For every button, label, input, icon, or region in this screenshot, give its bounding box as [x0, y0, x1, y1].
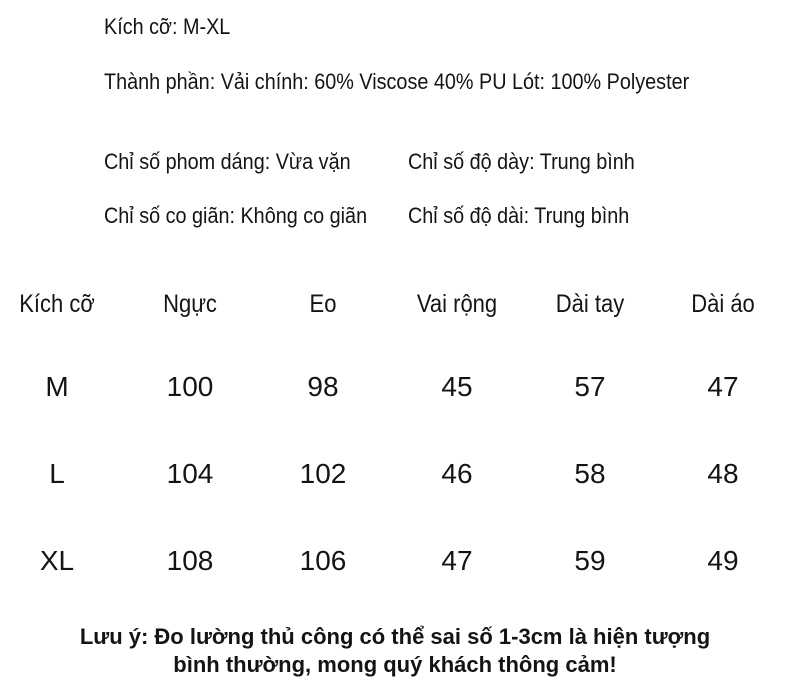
note-line-2: bình thường, mong quý khách thông cảm! [173, 652, 617, 677]
fit-index-text: Chỉ số phom dáng: Vừa vặn [104, 149, 351, 174]
header-chest: Ngực [163, 290, 217, 318]
table-cell: 57 [574, 371, 606, 402]
stretch-index-text: Chỉ số co giãn: Không co giãn [104, 203, 368, 228]
table-cell: 59 [574, 545, 606, 576]
table-cell: 48 [707, 458, 739, 489]
table-cell: 104 [166, 458, 214, 489]
table-cell: M [45, 371, 69, 402]
table-cell: 58 [574, 458, 606, 489]
table-cell: 108 [166, 545, 214, 576]
thickness-index-text: Chỉ số độ dày: Trung bình [408, 149, 635, 174]
table-cell: 106 [299, 545, 347, 576]
header-length: Dài áo [691, 290, 755, 318]
table-cell: 49 [707, 545, 739, 576]
table-cell: L [49, 458, 65, 489]
table-cell: 46 [441, 458, 473, 489]
table-cell: 47 [707, 371, 739, 402]
table-cell: 45 [441, 371, 473, 402]
header-size: Kích cỡ [19, 290, 95, 318]
table-cell: 102 [299, 458, 347, 489]
header-waist: Eo [309, 290, 337, 318]
length-index-text: Chỉ số độ dài: Trung bình [408, 203, 630, 228]
table-cell: 100 [166, 371, 214, 402]
header-sleeve: Dài tay [555, 290, 625, 318]
table-cell: 47 [441, 545, 473, 576]
size-range-text: Kích cỡ: M-XL [104, 14, 231, 39]
note-line-1: Lưu ý: Đo lường thủ công có thể sai số 1-3cm là hiện tượng [79, 624, 711, 649]
table-cell: XL [39, 545, 75, 576]
material-text: Thành phần: Vải chính: 60% Viscose 40% PU Lót: 100% Polyester [104, 69, 690, 94]
table-cell: 98 [307, 371, 339, 402]
header-shoulder: Vai rộng [416, 290, 498, 318]
